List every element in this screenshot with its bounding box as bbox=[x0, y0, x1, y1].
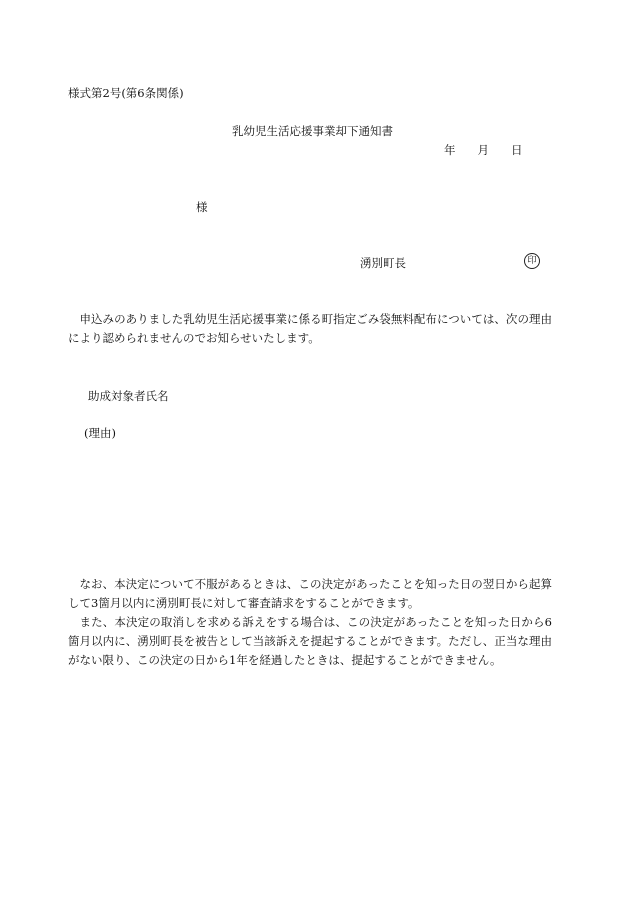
issuer-name: 湧別町長 bbox=[360, 256, 406, 270]
intro-paragraph: 申込みのありました乳幼児生活応援事業に係る町指定ごみ袋無料配布については、次の理由により認められませんのでお知らせいたします。 bbox=[68, 312, 552, 345]
seal-mark: 印 bbox=[524, 253, 540, 269]
date-month: 月 bbox=[477, 143, 489, 157]
document-title: 乳幼児生活応援事業却下通知書 bbox=[232, 124, 393, 138]
appeal-notice-paragraph: なお、本決定について不服があるときは、この決定があったことを知った日の翌日から起算して3箇月以内に湧別町長に対して審査請求をすることができます。 bbox=[68, 577, 552, 610]
date-year: 年 bbox=[444, 143, 456, 157]
date-line bbox=[444, 142, 523, 158]
lawsuit-notice-paragraph: また、本決定の取消しを求める訴えをする場合は、この決定があったことを知った日から6箇月以内に、湧別町長を被告として当該訴えを提起することができます。ただし、正当な理由がない限り、この決定の日から1年を経過したときは、提起することができません。 bbox=[68, 615, 552, 667]
date-day: 日 bbox=[511, 143, 523, 157]
subject-name-label: 助成対象者氏名 bbox=[88, 389, 169, 403]
reason-label: (理由) bbox=[84, 426, 116, 440]
form-number-label: 様式第2号(第6条関係) bbox=[68, 86, 184, 100]
addressee-suffix: 様 bbox=[196, 200, 208, 214]
